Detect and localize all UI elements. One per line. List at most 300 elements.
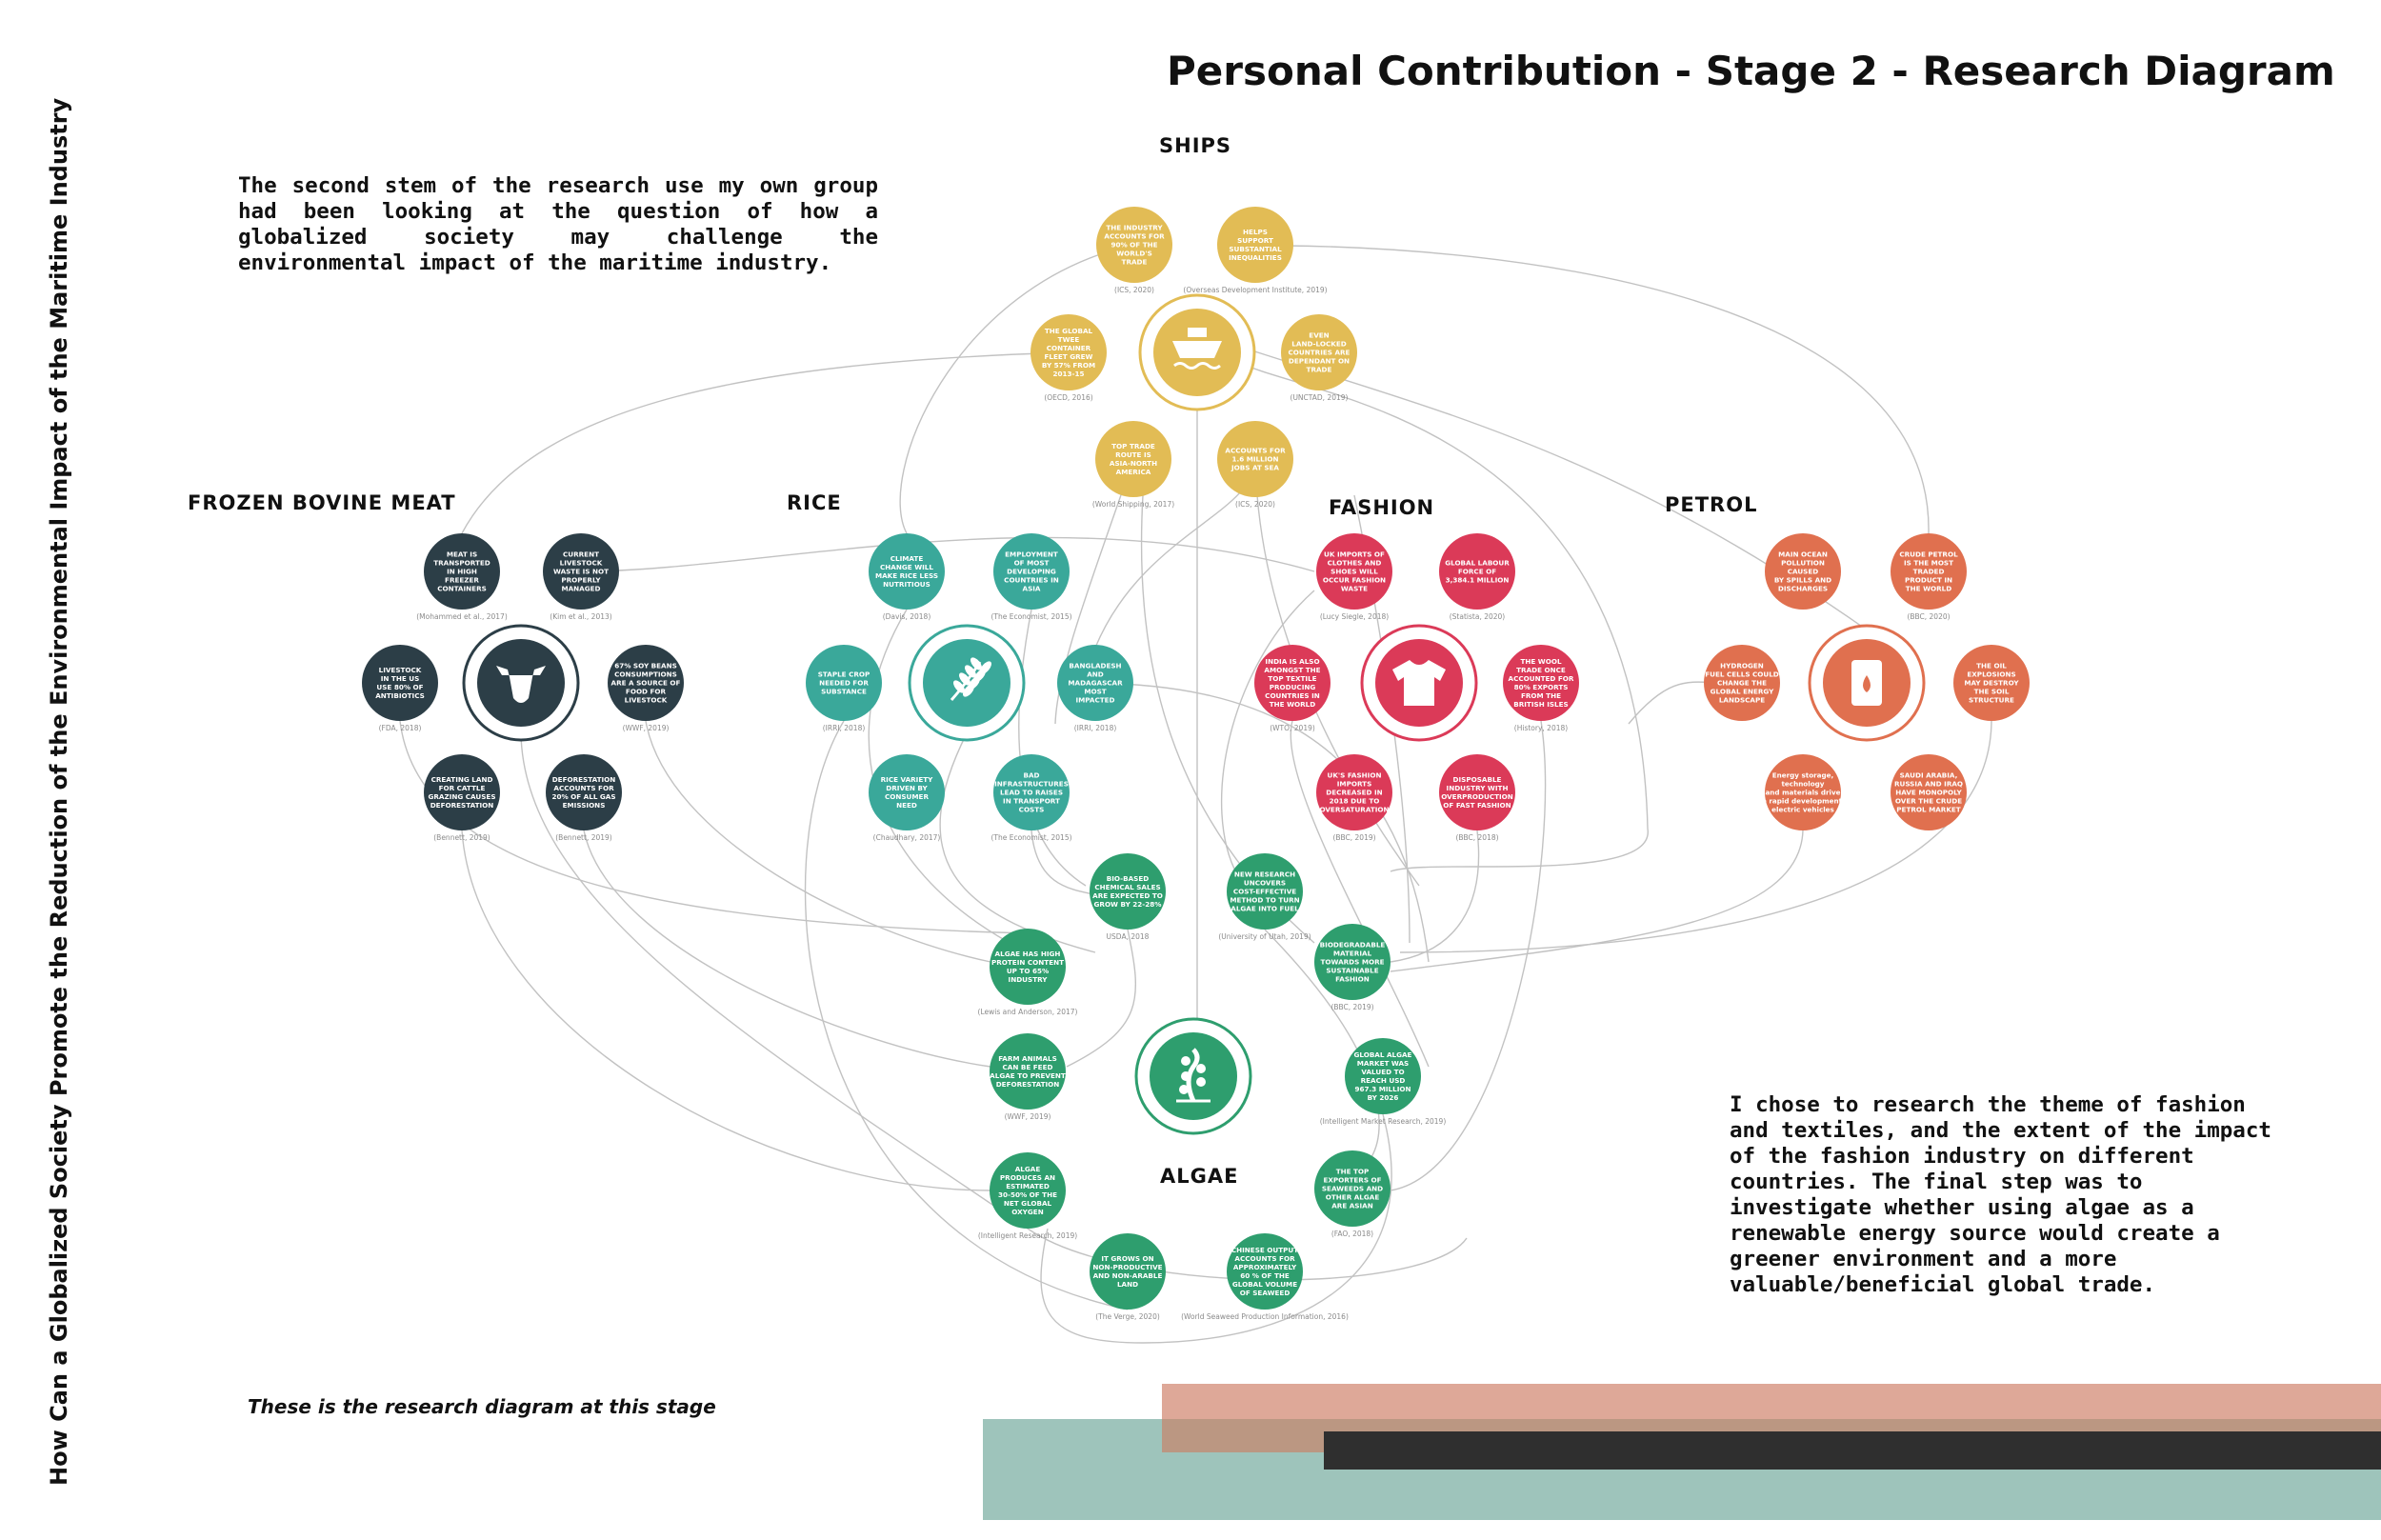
node-p4	[1953, 645, 2030, 721]
node-text-line: WORLD'S	[1116, 249, 1152, 258]
category-label-fashion: FASHION	[1329, 496, 1435, 519]
connection-line	[462, 830, 990, 1190]
node-text-line: COSTS	[1018, 805, 1045, 814]
node-text-line: GROW BY 22-28%	[1093, 900, 1162, 909]
node-text-line: ARE ASIAN	[1331, 1201, 1373, 1210]
connection-line	[1067, 930, 1135, 1067]
node-citation: (IRRI, 2018)	[1073, 724, 1117, 732]
node-text-line: OXYGEN	[1011, 1208, 1044, 1216]
node-text-line: ALGAE HAS HIGH	[994, 950, 1061, 958]
node-text-line: RUSSIA AND IRAQ	[1893, 779, 1964, 789]
node-text-line: UNCOVERS	[1243, 878, 1287, 888]
node-f4	[1503, 645, 1579, 732]
node-text-line: BIO-BASED	[1106, 874, 1150, 883]
side-title: How Can a Globalized Society Promote the Reduction of the Environmental Impact of the Maritime Industry	[46, 97, 72, 1486]
node-citation: (WWF, 2019)	[1004, 1112, 1051, 1121]
node-text-line: DISPOSABLE	[1452, 775, 1502, 784]
node-text-line: IS THE MOST	[1903, 558, 1954, 568]
node-text-line: BRITISH ISLES	[1513, 700, 1569, 709]
node-text-line: LAND	[1116, 1280, 1139, 1289]
node-text-line: OF MOST	[1013, 558, 1050, 568]
node-p1	[1765, 533, 1841, 610]
node-citation: (Bennett, 2019)	[433, 833, 490, 842]
node-text-line: ACCOUNTS FOR	[553, 784, 614, 792]
node-text-line: 90% OF THE	[1110, 240, 1158, 250]
page-title: Personal Contribution - Stage 2 - Research Diagram	[1167, 48, 2335, 94]
node-text-line: ALGAE TO PREVENT	[990, 1071, 1066, 1080]
node-text-line: DISCHARGES	[1777, 584, 1829, 593]
node-text-line: CHINESE OUTPUT	[1231, 1246, 1299, 1254]
node-text-line: LANDSCAPE	[1718, 695, 1766, 705]
node-a3	[978, 929, 1078, 1016]
node-s4	[1281, 314, 1357, 402]
node-s6	[1217, 421, 1293, 509]
node-text-line: FREEZER	[445, 575, 479, 585]
node-p2	[1891, 533, 1967, 621]
node-b4	[608, 645, 684, 732]
node-s5	[1092, 421, 1174, 509]
node-text-line: INDUSTRY WITH	[1446, 784, 1509, 792]
node-citation: (Chaudhary, 2017)	[872, 833, 941, 842]
node-text-line: DRIVEN BY	[886, 784, 928, 792]
node-text-line: WASTE IS NOT	[552, 567, 610, 576]
node-text-line: the rapid development of	[1753, 796, 1852, 806]
node-text-line: STRUCTURE	[1969, 695, 2014, 705]
node-text-line: LEAD TO RAISES	[999, 788, 1064, 797]
node-text-line: CLIMATE	[890, 554, 924, 563]
node-text-line: ESTIMATED	[1006, 1182, 1050, 1190]
node-text-line: IT GROWS ON	[1101, 1254, 1154, 1263]
seaweed-icon-leaf	[1196, 1077, 1206, 1087]
node-text-line: SUSTAINABLE	[1326, 966, 1379, 975]
node-text-line: ASIA	[1022, 584, 1041, 593]
node-text-line: BAD	[1023, 770, 1040, 780]
node-text-line: OF SEAWEED	[1239, 1289, 1291, 1297]
node-text-line: METHOD TO TURN	[1230, 895, 1300, 905]
node-text-line: AND	[1087, 670, 1104, 679]
node-text-line: COUNTRIES ARE	[1288, 348, 1351, 357]
node-text-line: BANGLADESH	[1069, 661, 1122, 670]
hub-bovine	[464, 626, 578, 740]
node-citation: (Intelligent Research, 2019)	[977, 1231, 1078, 1240]
node-text-line: FUEL CELLS COULD	[1705, 670, 1779, 679]
node-citation: (BBC, 2019)	[1332, 833, 1376, 842]
node-text-line: DEFORESTATION	[551, 775, 616, 784]
node-citation: (The Verge, 2020)	[1095, 1312, 1160, 1321]
hub-fashion	[1362, 626, 1476, 740]
node-text-line: Energy storage,	[1771, 770, 1834, 780]
node-text-line: CHANGE THE	[1716, 678, 1768, 688]
node-text-line: IN HIGH	[447, 567, 477, 576]
node-text-line: ACCOUNTS FOR	[1234, 1254, 1295, 1263]
node-text-line: CONTAINERS	[437, 584, 487, 593]
node-text-line: 67% SOY BEANS	[614, 661, 677, 670]
hub-disc	[1150, 1032, 1237, 1120]
node-text-line: IMPACTED	[1075, 695, 1115, 705]
node-text-line: ASIA-NORTH	[1109, 459, 1158, 468]
node-text-line: APPROXIMATELY	[1232, 1263, 1297, 1271]
node-text-line: NEEDED FOR	[819, 678, 869, 688]
node-text-line: CREATING LAND	[430, 775, 493, 784]
node-text-line: ACCOUNTS FOR	[1225, 446, 1286, 455]
node-text-line: BY 2026	[1367, 1093, 1399, 1102]
node-text-line: TRADED	[1912, 567, 1945, 576]
node-text-line: CONSUMPTIONS	[614, 670, 677, 679]
node-text-line: WASTE	[1340, 584, 1369, 593]
node-text-line: AND NON-ARABLE	[1092, 1271, 1163, 1280]
node-text-line: RICE VARIETY	[880, 775, 933, 784]
node-citation: (Statista, 2020)	[1449, 612, 1506, 621]
node-citation: (Lewis and Anderson, 2017)	[977, 1008, 1078, 1016]
node-text-line: MATERIAL	[1332, 949, 1372, 958]
node-text-line: 1.6 MILLION	[1231, 454, 1279, 464]
node-text-line: CURRENT	[562, 550, 600, 559]
node-text-line: DEVELOPING	[1007, 567, 1056, 576]
node-text-line: TOWARDS MORE	[1320, 957, 1385, 967]
node-text-line: EXPLOSIONS	[1967, 670, 2016, 679]
conclusion-text: I chose to research the theme of fashion and textiles, and the extent of the impact of the fashion industry on different countries. The final step was to investigate whether using algae as a renewable energy source would create a greener environment and a more valuable/beneficial global trade.	[1730, 1092, 2271, 1297]
node-p3	[1704, 645, 1780, 721]
node-text-line: CONTAINER	[1046, 344, 1091, 352]
node-citation: (World Shipping, 2017)	[1091, 500, 1175, 509]
node-citation: (Lucy Siegle, 2018)	[1319, 612, 1390, 621]
node-text-line: HYDROGEN	[1720, 661, 1764, 670]
node-text-line: PRODUCES AN	[999, 1173, 1056, 1182]
node-text-line: MAY DESTROY	[1964, 678, 2019, 688]
node-text-line: MANAGED	[561, 584, 601, 593]
node-text-line: EMISSIONS	[562, 801, 606, 810]
category-label-algae: ALGAE	[1160, 1165, 1239, 1188]
node-r5	[869, 754, 945, 842]
node-text-line: GLOBAL ENERGY	[1710, 687, 1774, 696]
node-text-line: CHANGE WILL	[880, 563, 933, 571]
node-text-line: 2018 DUE TO	[1329, 796, 1380, 806]
node-text-line: OF FAST FASHION	[1443, 801, 1511, 810]
node-f5	[1316, 754, 1392, 842]
node-text-line: electric vehicles	[1771, 805, 1834, 814]
node-text-line: THE SOIL	[1973, 687, 2010, 696]
node-citation: (Mohammed et al., 2017)	[416, 612, 508, 621]
seaweed-icon-leaf	[1179, 1085, 1189, 1094]
node-citation: (Intelligent Market Research, 2019)	[1319, 1117, 1447, 1126]
node-text-line: MEAT IS	[446, 550, 478, 559]
node-f6	[1439, 754, 1515, 842]
node-text-line: PRODUCT IN	[1904, 575, 1953, 585]
node-text-line: IMPORTS	[1336, 779, 1372, 789]
node-text-line: COUNTRIES IN	[1004, 575, 1059, 585]
node-text-line: THE OIL	[1976, 661, 2007, 670]
node-p5	[1753, 754, 1852, 830]
node-text-line: CRUDE PETROL	[1899, 550, 1958, 559]
node-text-line: ACCOUNTS FOR	[1104, 231, 1165, 241]
node-a8	[1314, 1150, 1391, 1238]
node-text-line: GLOBAL VOLUME	[1231, 1280, 1298, 1289]
node-text-line: 2013-15	[1052, 370, 1085, 378]
node-text-line: THE WOOL	[1520, 657, 1562, 666]
node-b5	[424, 754, 500, 842]
node-text-line: AMONGST THE	[1264, 666, 1321, 674]
node-text-line: MAKE RICE LESS	[874, 571, 939, 580]
node-text-line: LIVESTOCK	[559, 558, 603, 568]
node-text-line: INDIA IS ALSO	[1265, 657, 1320, 666]
node-text-line: 3,384.1 MILLION	[1445, 575, 1510, 585]
node-text-line: UP TO 65%	[1006, 967, 1050, 975]
seaweed-icon-leaf	[1181, 1056, 1190, 1066]
node-a5	[990, 1033, 1066, 1121]
seaweed-icon-leaf	[1181, 1071, 1190, 1081]
connection-line	[900, 245, 1133, 533]
node-citation: (BBC, 2019)	[1331, 1003, 1374, 1011]
node-text-line: OVERPRODUCTION	[1441, 792, 1513, 801]
node-text-line: 30-50% OF THE	[997, 1190, 1058, 1199]
node-text-line: DEFORESTATION	[995, 1080, 1060, 1089]
node-text-line: 20% OF ALL GAS	[551, 792, 616, 801]
node-text-line: 80% EXPORTS	[1513, 683, 1569, 691]
node-text-line: FOOD FOR	[625, 687, 667, 696]
node-text-line: POLLUTION	[1781, 558, 1825, 568]
node-citation: (ICS, 2020)	[1114, 286, 1154, 294]
node-text-line: CAN BE FEED	[1002, 1063, 1053, 1071]
node-text-line: USE 80% OF	[376, 683, 424, 691]
node-r3	[806, 645, 882, 732]
node-text-line: TRADE	[1121, 257, 1148, 267]
node-text-line: CHEMICAL SALES	[1094, 883, 1161, 891]
node-text-line: UK'S FASHION	[1327, 770, 1382, 780]
node-r2	[990, 533, 1071, 621]
category-label-rice: RICE	[787, 491, 842, 514]
node-text-line: ALGAE INTO FUEL	[1231, 904, 1299, 913]
node-text-line: COST-EFFECTIVE	[1232, 887, 1297, 896]
node-text-line: FASHION	[1335, 974, 1370, 984]
node-citation: (History, 2018)	[1513, 724, 1569, 732]
node-text-line: UK IMPORTS OF	[1324, 550, 1385, 559]
node-citation: (Kim et al., 2013)	[550, 612, 612, 621]
node-text-line: PETROL MARKET	[1896, 805, 1961, 814]
node-a9	[1090, 1233, 1166, 1321]
node-text-line: TRANSPORTED	[433, 558, 490, 568]
node-text-line: NEED	[896, 801, 917, 810]
node-text-line: HAVE MONOPOLY	[1895, 788, 1962, 797]
node-text-line: OVERSATURATION	[1319, 805, 1390, 814]
node-text-line: INFRASTRUCTURES	[994, 779, 1069, 789]
node-r1	[869, 533, 945, 621]
node-a4	[1314, 924, 1391, 1011]
node-s3	[1030, 314, 1107, 402]
node-text-line: THE TOP	[1335, 1167, 1370, 1176]
node-citation: (World Seaweed Production Information, 2016)	[1181, 1312, 1349, 1321]
node-text-line: THE INDUSTRY	[1106, 223, 1163, 232]
node-text-line: NEW RESEARCH	[1233, 870, 1296, 879]
connection-line	[1391, 830, 1803, 971]
connection-line	[1041, 1114, 1391, 1343]
node-text-line: ARE EXPECTED TO	[1092, 891, 1163, 900]
connection-line	[462, 352, 1069, 533]
node-r6	[990, 754, 1071, 842]
node-text-line: TOP TRADE	[1111, 442, 1155, 450]
node-text-line: CLOTHES AND	[1327, 558, 1382, 568]
node-text-line: FARM ANIMALS	[998, 1054, 1057, 1063]
node-text-line: PRODUCING	[1269, 683, 1316, 691]
node-citation: (BBC, 2020)	[1907, 612, 1951, 621]
node-f1	[1316, 533, 1392, 621]
node-citation: (UNCTAD, 2019)	[1290, 393, 1349, 402]
node-citation: (OECD, 2016)	[1044, 393, 1093, 402]
node-text-line: SAUDI ARABIA,	[1899, 770, 1958, 780]
node-s1	[1096, 207, 1172, 294]
node-text-line: THE WORLD	[1905, 584, 1952, 593]
node-citation: (Davis, 2018)	[882, 612, 931, 621]
node-text-line: EXPORTERS OF	[1323, 1175, 1382, 1185]
node-text-line: MARKET WAS	[1356, 1059, 1410, 1068]
node-citation: (WWF, 2019)	[622, 724, 670, 732]
node-text-line: GLOBAL ALGAE	[1353, 1050, 1412, 1059]
oil-barrel-icon	[1851, 660, 1882, 706]
node-text-line: TRADE ONCE	[1516, 666, 1566, 674]
node-text-line: SEAWEEDS AND	[1321, 1184, 1384, 1193]
node-text-line: INEQUALITIES	[1229, 253, 1282, 262]
node-text-line: BY SPILLS AND	[1773, 575, 1832, 585]
node-text-line: MADAGASCAR	[1068, 678, 1123, 688]
node-a7	[978, 1152, 1077, 1240]
node-text-line: ARE A SOURCE OF	[610, 678, 681, 688]
node-citation: (The Economist, 2015)	[990, 612, 1072, 621]
node-text-line: LAND-LOCKED	[1291, 339, 1347, 349]
node-text-line: ACCOUNTED FOR	[1508, 674, 1574, 683]
connection-line	[806, 721, 1128, 1310]
node-text-line: OVER THE CRUDE	[1894, 796, 1963, 806]
node-text-line: DEFORESTATION	[430, 801, 494, 810]
node-text-line: technology	[1781, 779, 1825, 789]
node-citation: (The Economist, 2015)	[990, 833, 1072, 842]
node-text-line: MOST	[1084, 687, 1107, 696]
node-text-line: EMPLOYMENT	[1005, 550, 1058, 559]
node-text-line: BY 57% FROM	[1041, 361, 1096, 370]
node-citation: (ICS, 2020)	[1235, 500, 1275, 509]
node-a1	[1090, 853, 1166, 941]
node-text-line: NUTRITIOUS	[883, 580, 930, 589]
node-citation: (Overseas Development Institute, 2019)	[1183, 286, 1328, 294]
node-citation: (BBC, 2018)	[1455, 833, 1499, 842]
connection-line	[581, 537, 1314, 571]
node-b6	[546, 754, 622, 842]
node-text-line: GLOBAL LABOUR	[1445, 558, 1510, 568]
category-hubs	[464, 295, 1924, 1133]
node-text-line: NET GLOBAL	[1003, 1199, 1052, 1208]
node-citation: (Bennett, 2019)	[555, 833, 612, 842]
node-text-line: TOP TEXTILE	[1268, 674, 1317, 683]
node-text-line: FOR CATTLE	[438, 784, 486, 792]
ship-icon-hull	[1172, 341, 1222, 358]
node-text-line: PROPERLY	[561, 575, 601, 585]
node-f2	[1439, 533, 1515, 621]
node-text-line: SUPPORT	[1237, 236, 1273, 245]
category-label-bovine: FROZEN BOVINE MEAT	[188, 491, 456, 514]
node-r4	[1057, 645, 1133, 732]
node-text-line: IN TRANSPORT	[1003, 796, 1060, 806]
hub-ships	[1140, 295, 1254, 410]
node-citation: USDA, 2018	[1106, 932, 1150, 941]
connection-line	[1222, 590, 1317, 876]
node-text-line: OTHER ALGAE	[1325, 1192, 1380, 1202]
node-text-line: FLEET GREW	[1044, 352, 1093, 361]
node-text-line: CONSUMER	[884, 792, 930, 801]
node-text-line: MAIN OCEAN	[1778, 550, 1828, 559]
node-text-line: SUBSTANCE	[821, 687, 867, 696]
node-text-line: ANTIBIOTICS	[375, 691, 425, 700]
node-text-line: THE WORLD	[1269, 700, 1316, 709]
node-text-line: ROUTE IS	[1115, 450, 1151, 459]
node-citation: (FAO, 2018)	[1331, 1230, 1374, 1238]
node-b2	[543, 533, 619, 621]
node-text-line: GRAZING CAUSES	[428, 792, 496, 801]
node-text-line: SHOES WILL	[1331, 567, 1378, 576]
hub-rice	[910, 626, 1024, 740]
connection-line	[1286, 246, 1929, 533]
node-text-line: EVEN	[1309, 330, 1330, 340]
node-text-line: REACH USD	[1360, 1076, 1406, 1085]
node-citation: (FDA, 2018)	[378, 724, 422, 732]
node-citation: (WTO, 2019)	[1270, 724, 1315, 732]
node-citation: (IRRI, 2018)	[822, 724, 866, 732]
node-text-line: LIVESTOCK	[378, 666, 422, 674]
node-b1	[416, 533, 508, 621]
node-text-line: OCCUR FASHION	[1322, 575, 1387, 585]
node-text-line: STAPLE CROP	[817, 670, 870, 679]
node-text-line: TWEE	[1057, 335, 1080, 344]
node-text-line: THE GLOBAL	[1044, 327, 1093, 335]
node-text-line: FORCE OF	[1457, 567, 1497, 576]
category-label-petrol: PETROL	[1665, 493, 1758, 516]
node-text-line: 967.3 MILLION	[1354, 1085, 1411, 1093]
node-text-line: HELPS	[1243, 228, 1268, 236]
node-text-line: AMERICA	[1115, 468, 1151, 476]
hub-petrol	[1810, 626, 1924, 740]
node-text-line: DEPENDANT ON	[1288, 356, 1351, 366]
node-text-line: IN THE US	[380, 674, 420, 683]
node-text-line: TRADE	[1306, 365, 1332, 374]
node-text-line: FROM THE	[1520, 691, 1562, 700]
node-text-line: ALGAE	[1014, 1165, 1041, 1173]
category-label-ships: SHIPS	[1159, 134, 1232, 157]
node-text-line: COUNTRIES IN	[1265, 691, 1320, 700]
seaweed-icon-leaf	[1196, 1064, 1206, 1073]
ship-icon-cabin	[1188, 328, 1207, 337]
connection-line	[1391, 830, 1479, 962]
connection-line	[400, 721, 1029, 933]
node-text-line: NON-PRODUCTIVE	[1092, 1263, 1163, 1271]
node-text-line: BIODEGRADABLE	[1319, 940, 1386, 950]
node-text-line: SUBSTANTIAL	[1229, 245, 1282, 253]
connection-line	[584, 830, 990, 1067]
node-b3	[362, 645, 438, 732]
node-text-line: VALUED TO	[1361, 1068, 1405, 1076]
node-text-line: and materials drive	[1765, 788, 1841, 797]
node-text-line: DECREASED IN	[1326, 788, 1383, 797]
diagram-caption: These is the research diagram at this stage	[248, 1395, 716, 1418]
node-text-line: CAUSED	[1787, 567, 1819, 576]
node-text-line: LIVESTOCK	[624, 695, 668, 705]
node-text-line: JOBS AT SEA	[1231, 463, 1279, 472]
intro-text: The second stem of the research use my own group had been looking at the question of how a globalized society may challenge the environmental impact of the maritime industry.	[238, 173, 878, 275]
node-s2	[1183, 207, 1327, 294]
node-text-line: PROTEIN CONTENT	[990, 958, 1065, 967]
node-a6	[1320, 1038, 1447, 1126]
hub-algae	[1136, 1019, 1251, 1133]
node-citation: (University of Utah, 2019)	[1218, 932, 1311, 941]
node-text-line: 60 % OF THE	[1240, 1271, 1290, 1280]
node-text-line: INDUSTRY	[1008, 975, 1048, 984]
node-p6	[1891, 754, 1967, 830]
